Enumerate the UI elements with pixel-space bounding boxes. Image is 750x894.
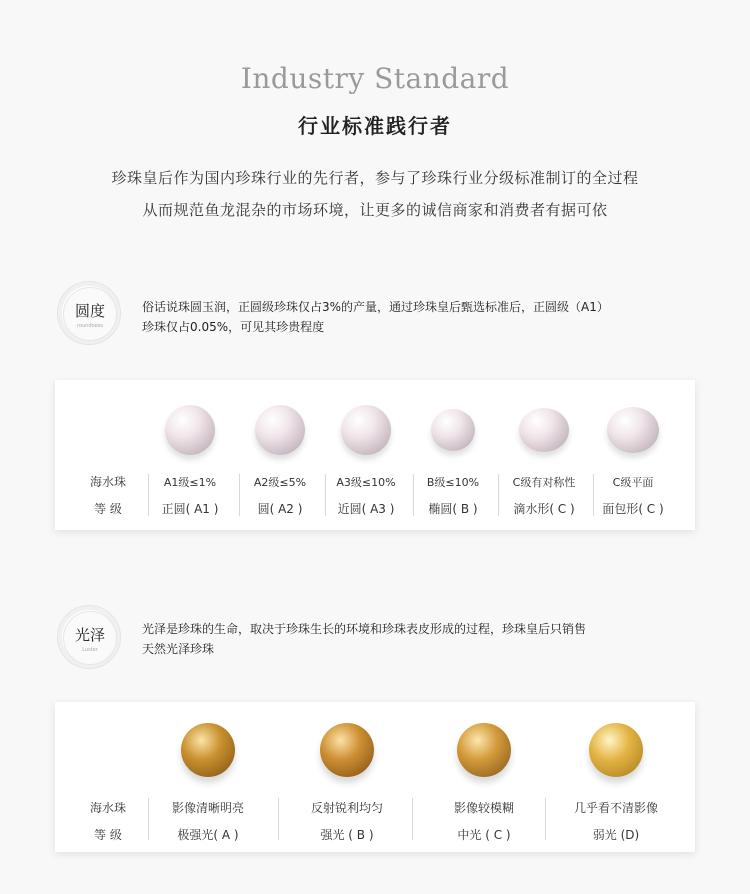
roundness-description	[142, 297, 662, 337]
roundness-pearl-image	[607, 407, 659, 453]
luster-description	[142, 619, 662, 659]
roundness-grade-name: 椭圆( B )	[428, 502, 478, 516]
luster-badge-title: 光泽	[74, 626, 105, 644]
luster-grade-description: 影像较模糊	[453, 801, 514, 815]
luster-grade-name: 强光 ( B )	[320, 828, 374, 842]
luster-grade-name: 弱光 (D)	[592, 828, 640, 842]
intro-line-2: 从而规范鱼龙混杂的市场环境，让更多的诚信商家和消费者有据可依	[142, 201, 608, 219]
roundness-pearl-image	[431, 409, 475, 451]
title-en: Industry Standard	[240, 62, 510, 95]
luster-desc-line-1: 光泽是珍珠的生命，取决于珍珠生长的环境和珍珠表皮形成的过程，珍珠皇后只销售	[142, 622, 587, 636]
title-cn: 行业标准践行者	[298, 114, 452, 138]
roundness-grade-ratio: C级平面	[612, 476, 654, 489]
roundness-row-label-2: 等 级	[94, 502, 122, 516]
grade-divider	[148, 798, 149, 840]
roundness-pearl-image	[255, 405, 305, 455]
grade-divider	[545, 798, 546, 840]
grade-divider	[325, 474, 326, 516]
roundness-badge-title: 圆度	[74, 302, 105, 320]
roundness-grade-name: 正圆( A1 )	[161, 502, 219, 516]
luster-row-label-2: 等 级	[94, 828, 122, 842]
roundness-grade-ratio: A3级≤10%	[336, 476, 396, 489]
luster-badge	[57, 605, 121, 669]
roundness-grade-ratio: B级≤10%	[426, 476, 480, 489]
luster-grade-name: 极强光( A )	[177, 828, 239, 842]
roundness-grade-ratio: A2级≤5%	[253, 476, 307, 489]
luster-grade-description: 影像清晰明亮	[171, 801, 244, 815]
intro-line-1: 珍珠皇后作为国内珍珠行业的先行者，参与了珍珠行业分级标准制订的全过程	[111, 169, 639, 187]
roundness-badge	[57, 281, 121, 345]
grade-divider	[412, 798, 413, 840]
roundness-desc-line-1: 俗话说珠圆玉润，正圆级珍珠仅占3%的产量，通过珍珠皇后甄选标准后，正圆级（A1）	[142, 300, 609, 314]
luster-grade-name: 中光 ( C )	[457, 828, 511, 842]
roundness-grade-name: 圆( A2 )	[257, 502, 303, 516]
luster-grade-description: 几乎看不清影像	[573, 801, 658, 815]
grade-divider	[593, 474, 594, 516]
grade-divider	[278, 798, 279, 840]
grade-divider	[498, 474, 499, 516]
roundness-grade-name: 近圆( A3 )	[337, 502, 395, 516]
grade-divider	[239, 474, 240, 516]
roundness-pearl-image	[165, 405, 215, 455]
roundness-grade-card	[55, 380, 695, 530]
roundness-desc-line-2: 珍珠仅占0.05%，可见其珍贵程度	[142, 320, 325, 334]
roundness-pearl-image	[341, 405, 391, 455]
luster-desc-line-2: 天然光泽珍珠	[142, 642, 215, 656]
grade-divider	[148, 474, 149, 516]
luster-pearl-image	[457, 723, 511, 777]
luster-badge-subtitle: Luster	[82, 647, 98, 653]
roundness-grade-ratio: C级有对称性	[512, 476, 576, 489]
roundness-grade-name: 面包形( C )	[602, 502, 664, 516]
luster-grade-description: 反射锐利均匀	[310, 801, 383, 815]
luster-pearl-image	[589, 723, 643, 777]
roundness-pearl-image	[519, 408, 569, 452]
roundness-row-label-1: 海水珠	[89, 475, 126, 489]
roundness-grade-ratio: A1级≤1%	[163, 476, 217, 489]
roundness-badge-subtitle: roundness	[77, 323, 103, 329]
grade-divider	[413, 474, 414, 516]
luster-pearl-image	[181, 723, 235, 777]
luster-row-label-1: 海水珠	[89, 801, 126, 815]
luster-grade-card	[55, 702, 695, 852]
roundness-grade-name: 滴水形( C )	[513, 502, 575, 516]
luster-pearl-image	[320, 723, 374, 777]
